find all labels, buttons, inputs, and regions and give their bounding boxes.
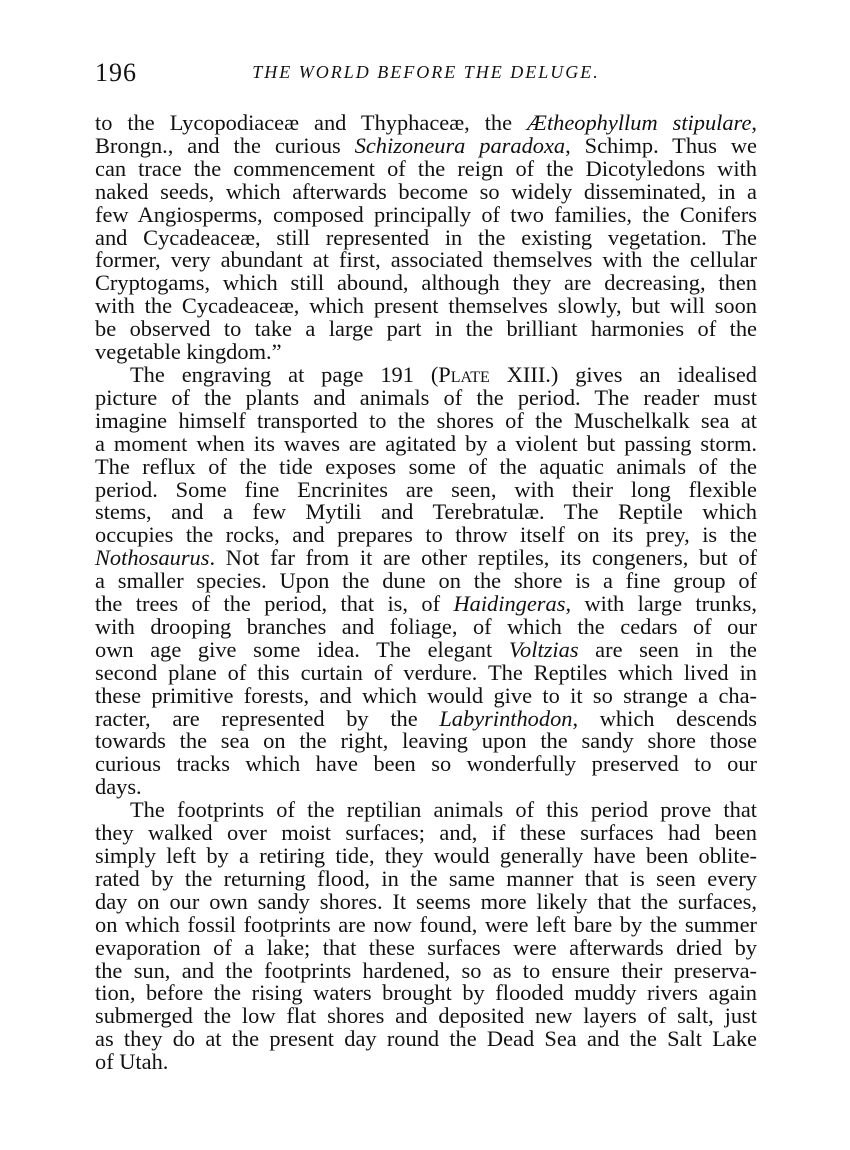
text-line — [95, 613, 757, 639]
running-title: THE WORLD BEFORE THE DELUGE. — [252, 62, 600, 82]
text-line — [95, 112, 757, 135]
page-header — [95, 58, 757, 92]
text-segment: , with large trunks, — [565, 591, 757, 617]
text-segment: and Cycadeaceæ, still represented in the existing vegetation. The — [95, 224, 757, 250]
text-line — [95, 845, 757, 868]
text-line — [95, 776, 757, 799]
text-line — [95, 295, 757, 318]
text-segment: picture of the plants and animals of the period. The reader must — [95, 384, 757, 410]
text-segment: The footprints of the reptilian animals of this period prove that — [130, 797, 757, 823]
text-line — [95, 155, 757, 181]
text-line — [95, 272, 757, 295]
text-segment: own age give some idea. The elegant — [95, 636, 509, 662]
text-segment: , — [751, 110, 757, 135]
text-segment: . Not far from it are other reptiles, its congeners, but of — [209, 545, 757, 571]
page-number: 196 — [95, 58, 137, 87]
text-segment: rated by the returning flood, in the same manner that is seen every — [95, 865, 757, 891]
text-line — [95, 201, 757, 227]
text-segment: these primitive forests, and which would give to it so strange a cha- — [95, 682, 757, 708]
italic-text: Schizoneura paradoxa — [354, 132, 566, 158]
text-line — [95, 547, 757, 570]
text-segment: towards the sea on the right, leaving upon the sandy shore those — [95, 728, 757, 754]
text-segment: vegetable kingdom.” — [95, 339, 282, 365]
text-line — [95, 911, 757, 937]
text-line — [95, 957, 757, 983]
text-line — [95, 865, 757, 891]
text-segment: as they do at the present day round the Dead Sea and the Salt Lake — [95, 1026, 757, 1052]
text-line — [95, 636, 757, 662]
text-line — [95, 570, 757, 593]
body-text — [95, 112, 757, 1074]
text-line — [95, 659, 757, 685]
text-segment: few Angiosperms, composed principally of two families, the Conifers — [95, 201, 757, 227]
text-line — [95, 682, 757, 708]
text-segment: with drooping branches and foliage, of which the cedars of our — [95, 613, 757, 639]
text-line — [95, 1005, 757, 1028]
italic-text: Labyrinthodon — [439, 705, 573, 731]
text-line — [95, 705, 757, 731]
text-line — [95, 1051, 757, 1074]
text-segment: , which descends — [572, 705, 757, 731]
text-segment: imagine himself transported to the shores of the Muschelkalk sea at — [95, 407, 757, 433]
text-segment: The reflux of the tide exposes some of the aquatic animals of the — [95, 453, 757, 479]
text-segment: with the Cycadeaceæ, which present themselves slowly, but will soon — [95, 293, 757, 319]
text-line — [95, 730, 757, 753]
text-segment: naked seeds, which afterwards become so widely disseminated, in a — [95, 178, 757, 204]
text-segment: former, very abundant at first, associated themselves with the cellular — [95, 247, 757, 273]
text-line — [95, 361, 757, 387]
text-segment: the sun, and the footprints hardened, so as to ensure their preserva- — [95, 957, 757, 983]
text-segment: days. — [95, 774, 142, 800]
text-line — [95, 341, 757, 364]
text-segment: tion, before the rising waters brought by flooded muddy rivers again — [95, 980, 757, 1006]
text-line — [95, 982, 757, 1005]
text-segment: period. Some fine Encrinites are seen, with their long flexible — [95, 476, 757, 502]
italic-text: Haidingeras — [453, 591, 566, 617]
text-segment: simply left by a retiring tide, they would generally have been oblite- — [95, 843, 757, 868]
text-segment: to the Lycopodiaceæ and Thyphaceæ, the — [95, 110, 528, 135]
italic-text: Ætheophyllum stipulare — [527, 110, 752, 135]
text-line — [95, 799, 757, 822]
text-line — [95, 249, 757, 272]
text-line — [95, 476, 757, 502]
text-segment: XIII.) gives an idealised — [489, 361, 757, 387]
small-caps-text: Plate — [438, 361, 490, 387]
text-segment: submerged the low flat shores and deposited new layers of salt, just — [95, 1003, 757, 1029]
text-line — [95, 224, 757, 250]
text-segment: on which fossil footprints are now found, were left bare by the summer — [95, 911, 757, 937]
text-line — [95, 501, 757, 524]
text-line — [95, 318, 757, 341]
text-segment: of Utah. — [95, 1049, 169, 1075]
text-segment: occupies the rocks, and prepares to throw itself on its prey, is the — [95, 522, 757, 548]
text-segment: Cryptogams, which still abound, although they are decreasing, then — [95, 270, 757, 296]
text-line — [95, 593, 757, 616]
italic-text: Voltzias — [508, 636, 579, 662]
italic-text: Nothosaurus — [95, 545, 210, 571]
text-segment: curious tracks which have been so wonderfully preserved to our — [95, 751, 757, 777]
text-segment: a moment when its waves are agitated by a violent but passing storm. — [95, 430, 757, 456]
text-line — [95, 524, 757, 547]
text-line — [95, 453, 757, 479]
text-line — [95, 132, 757, 158]
text-segment: second plane of this curtain of verdure. The Reptiles which lived in — [95, 659, 757, 685]
text-line — [95, 384, 757, 410]
text-segment: Brongn., and the curious — [95, 132, 355, 158]
text-segment: stems, and a few Mytili and Terebratulæ. The Reptile which — [95, 499, 757, 525]
text-segment: racter, are represented by the — [95, 705, 440, 731]
text-line — [95, 430, 757, 456]
text-segment: the trees of the period, that is, of — [95, 591, 454, 617]
text-line — [95, 178, 757, 204]
text-segment: can trace the commencement of the reign of the Dicotyledons with — [95, 155, 757, 181]
text-line — [95, 407, 757, 433]
text-line — [95, 1028, 757, 1051]
text-segment: , Schimp. Thus we — [565, 132, 757, 158]
text-line — [95, 822, 757, 845]
text-segment: they walked over moist surfaces; and, if these surfaces had been — [95, 820, 757, 846]
text-segment: be observed to take a large part in the brilliant harmonies of the — [95, 316, 757, 342]
text-line — [95, 888, 757, 914]
text-segment: a smaller species. Upon the dune on the shore is a fine group of — [95, 568, 757, 594]
text-segment: are seen in the — [578, 636, 757, 662]
text-line — [95, 753, 757, 776]
text-segment: day on our own sandy shores. It seems more likely that the surfaces, — [95, 888, 757, 914]
text-line — [95, 934, 757, 960]
text-segment: The engraving at page 191 ( — [130, 361, 439, 387]
text-segment: evaporation of a lake; that these surfaces were afterwards dried by — [95, 934, 757, 960]
